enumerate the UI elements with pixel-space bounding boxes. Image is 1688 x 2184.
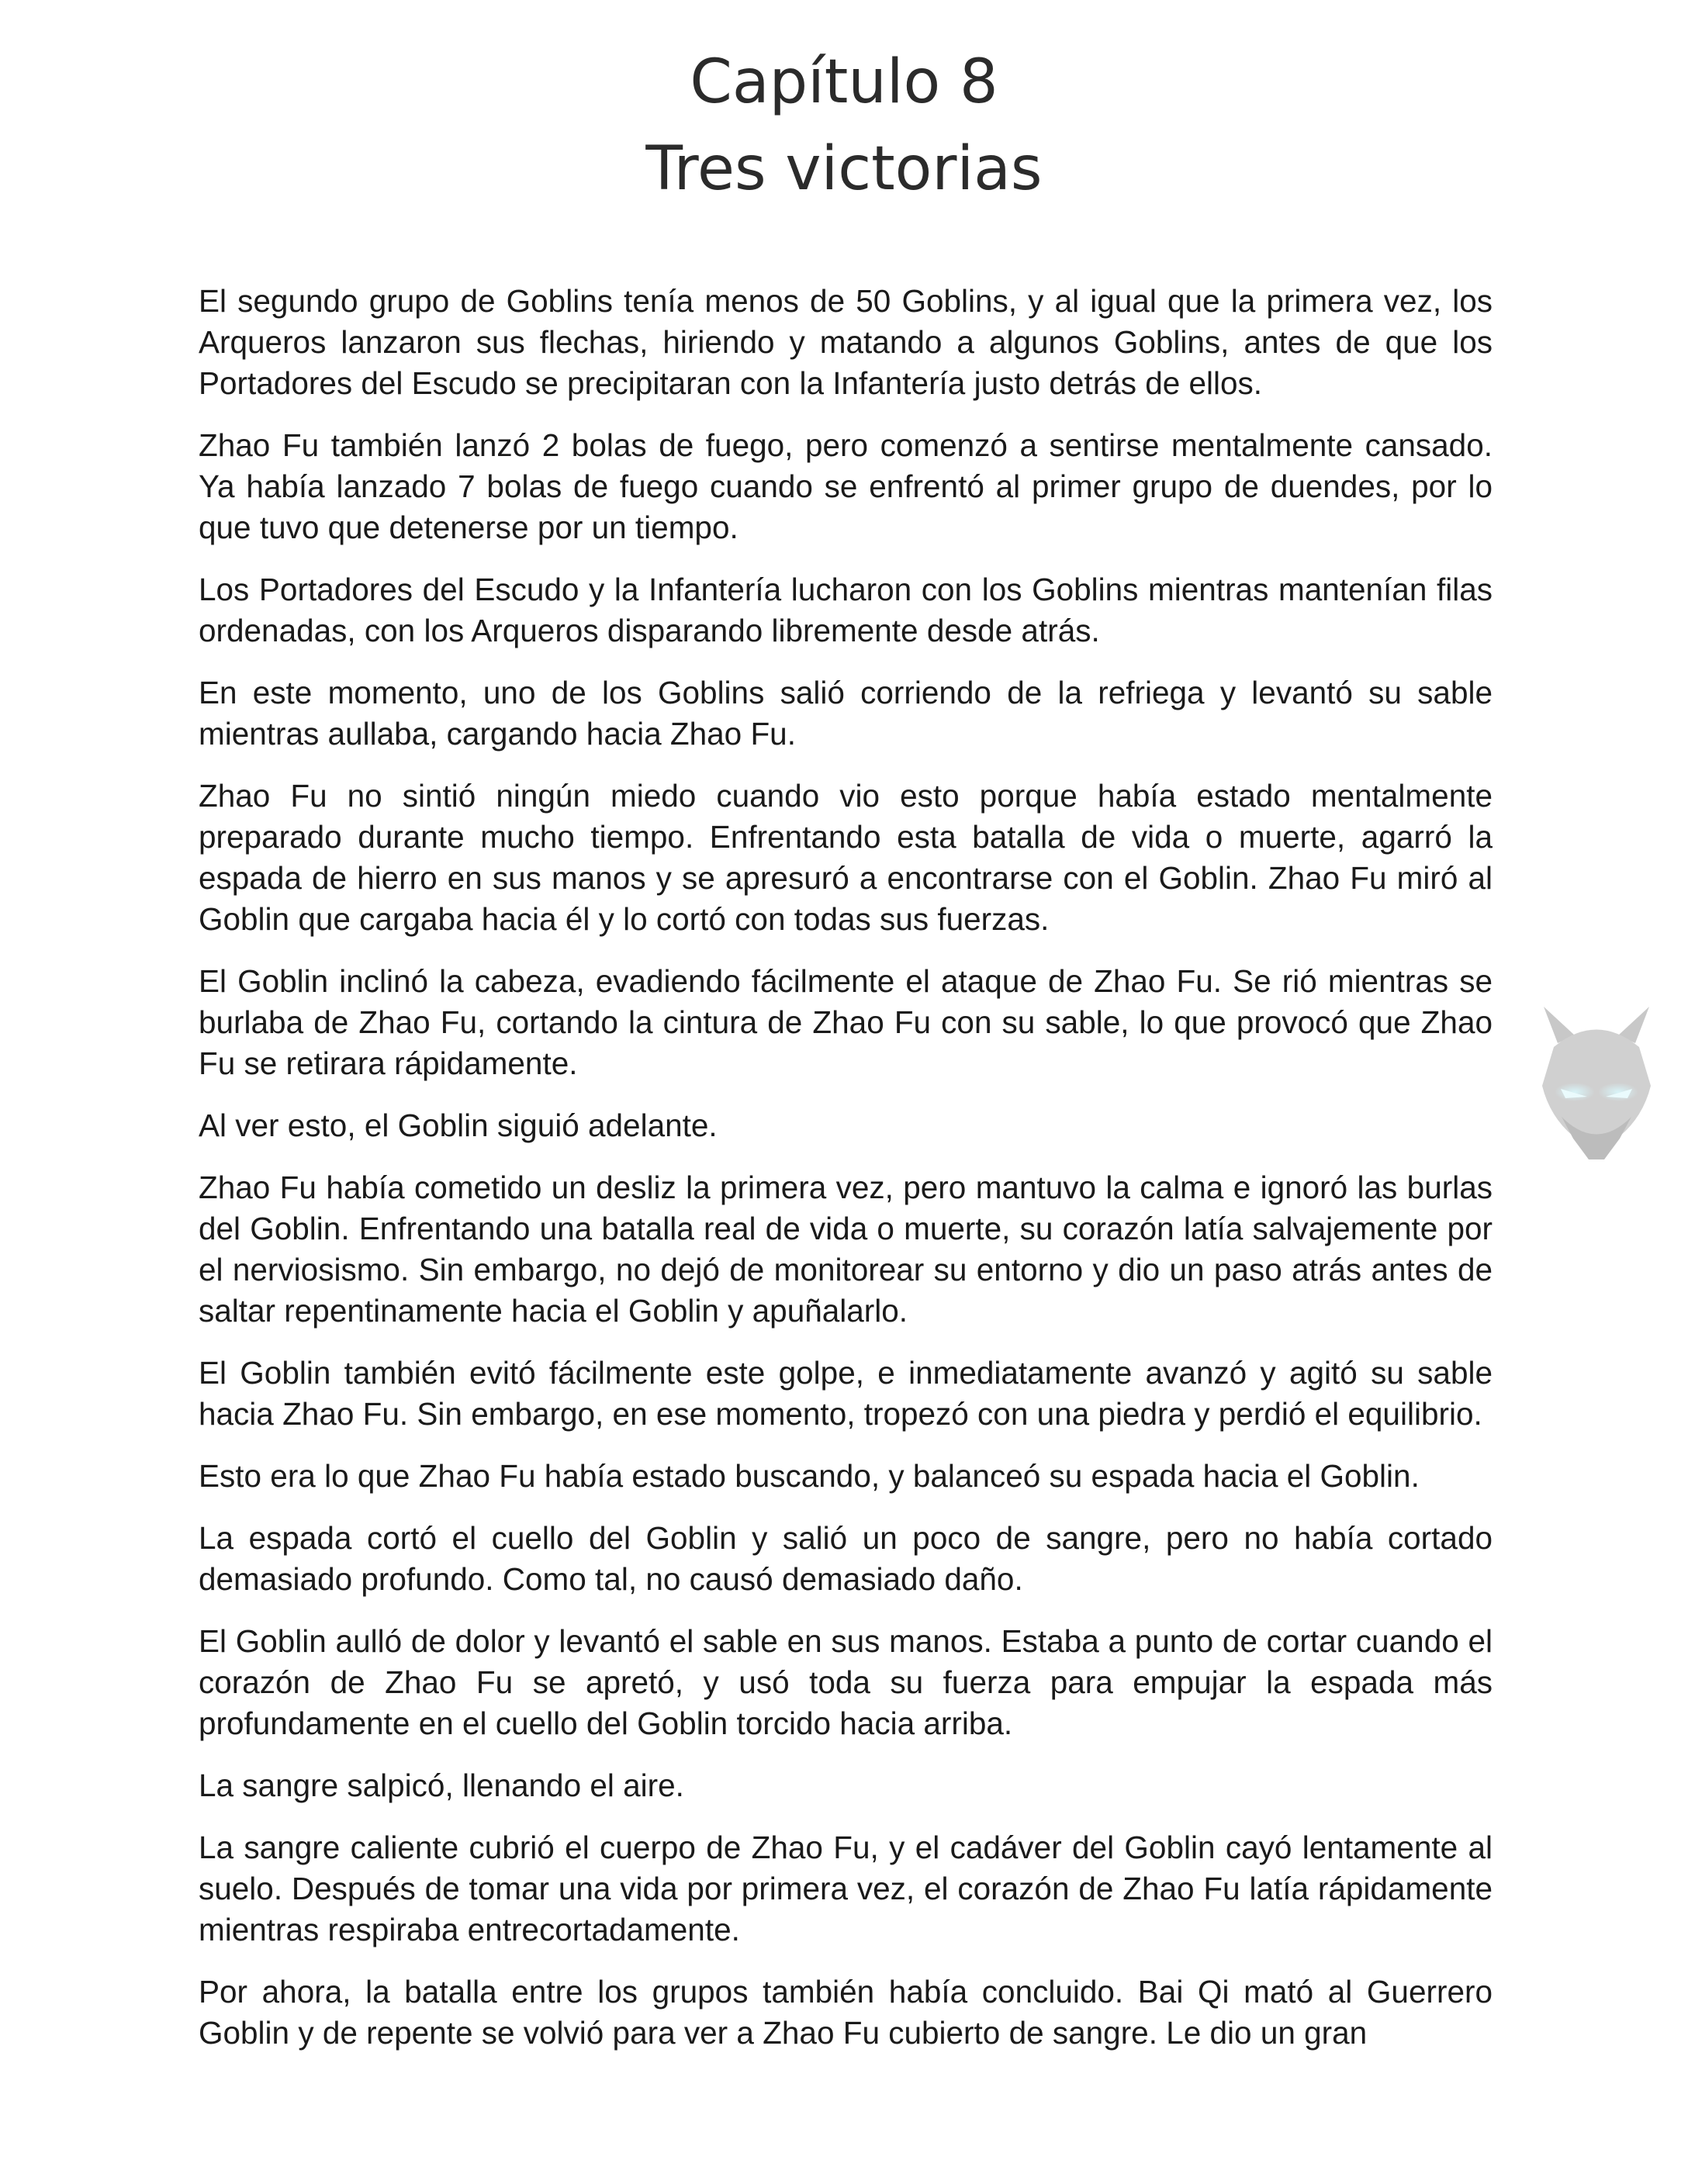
paragraph: El Goblin aulló de dolor y levantó el sable en sus manos. Estaba a punto de cortar cuando el corazón de Zhao Fu se apretó, y usó toda su fuerza para empujar la espada más profundamente en el cuello del Goblin torcido hacia arriba. (199, 1623, 1493, 1741)
paragraph: Los Portadores del Escudo y la Infantería lucharon con los Goblins mientras mantenían filas ordenadas, con los Arqueros disparando libremente desde atrás. (199, 572, 1493, 648)
chapter-number: Capítulo 8 (690, 47, 998, 117)
paragraph: La sangre caliente cubrió el cuerpo de Zhao Fu, y el cadáver del Goblin cayó lentamente al suelo. Después de tomar una vida por primera vez, el corazón de Zhao Fu latía rápidamente mientras respiraba entrecortadamente. (199, 1830, 1493, 1947)
paragraph: Esto era lo que Zhao Fu había estado buscando, y balanceó su espada hacia el Goblin. (199, 1458, 1420, 1494)
paragraph: La espada cortó el cuello del Goblin y salió un poco de sangre, pero no había cortado demasiado profundo. Como tal, no causó demasiado daño. (199, 1520, 1493, 1597)
paragraph: Zhao Fu no sintió ningún miedo cuando vio esto porque había estado mentalmente preparado durante mucho tiempo. Enfrentando esta batalla de vida o muerte, agarró la espada de hierro en sus manos y se apresuró a encontrarse con el Goblin. Zhao Fu miró al Goblin que cargaba hacia él y lo cortó con todas sus fuerzas. (199, 778, 1493, 937)
paragraph: El Goblin también evitó fácilmente este golpe, e inmediatamente avanzó y agitó su sable hacia Zhao Fu. Sin embargo, en ese momento, tropezó con una piedra y perdió el equilibrio. (199, 1355, 1493, 1432)
chapter-heading (0, 39, 1688, 213)
paragraph: La sangre salpicó, llenando el aire. (199, 1768, 684, 1803)
paragraph: Zhao Fu también lanzó 2 bolas de fuego, pero comenzó a sentirse mentalmente cansado. Ya había lanzado 7 bolas de fuego cuando se enfrentó al primer grupo de duendes, por lo que tuvo que detenerse por un tiempo. (199, 427, 1493, 545)
chapter-title: Tres victorias (645, 134, 1043, 204)
paragraph: El segundo grupo de Goblins tenía menos de 50 Goblins, y al igual que la primera vez, los Arqueros lanzaron sus flechas, hiriendo y matando a algunos Goblins, antes de que los Portadores del Escudo se precipitaran con la Infantería justo detrás de ellos. (199, 283, 1493, 401)
paragraph: Por ahora, la batalla entre los grupos también había concluido. Bai Qi mató al Guerrero Goblin y de repente se volvió para ver a Zhao Fu cubierto de sangre. Le dio un gran (199, 1974, 1493, 2051)
paragraph: En este momento, uno de los Goblins salió corriendo de la refriega y levantó su sable mientras aullaba, cargando hacia Zhao Fu. (199, 675, 1493, 752)
chapter-body (199, 281, 1493, 2075)
paragraph: El Goblin inclinó la cabeza, evadiendo fácilmente el ataque de Zhao Fu. Se rió mientras se burlaba de Zhao Fu, cortando la cintura de Zhao Fu con su sable, lo que provocó que Zhao Fu se retirara rápidamente. (199, 963, 1493, 1081)
paragraph: Al ver esto, el Goblin siguió adelante. (199, 1108, 718, 1143)
paragraph: Zhao Fu había cometido un desliz la primera vez, pero mantuvo la calma e ignoró las burlas del Goblin. Enfrentando una batalla real de vida o muerte, su corazón latía salvajemente por el nerviosismo. Sin embargo, no dejó de monitorear su entorno y dio un paso atrás antes de saltar repentinamente hacia el Goblin y apuñalarlo. (199, 1170, 1493, 1329)
demon-head-icon (1527, 1000, 1666, 1171)
